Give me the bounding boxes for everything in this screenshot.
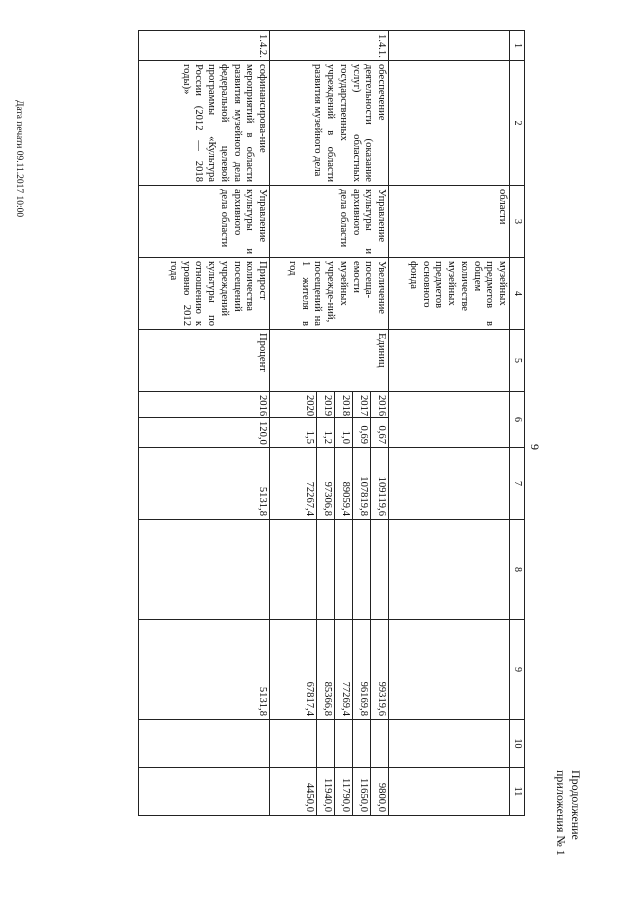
total-funding: 97306,8 bbox=[317, 448, 335, 520]
header-col-10: 10 bbox=[510, 720, 525, 768]
program-table bbox=[138, 30, 525, 816]
year: 2016 bbox=[371, 392, 389, 418]
indicator-value: 1,2 bbox=[317, 418, 335, 448]
header-col-2: 2 bbox=[510, 61, 525, 186]
total-funding: 5131,8 bbox=[139, 448, 270, 520]
unit: Процент bbox=[139, 330, 270, 392]
carry-executor: области bbox=[389, 186, 510, 258]
header-col-8: 8 bbox=[510, 520, 525, 620]
header-col-7: 7 bbox=[510, 448, 525, 520]
regional-budget: 85366,8 bbox=[317, 620, 335, 720]
regional-budget: 5131,8 bbox=[139, 620, 270, 720]
indicator-value: 1,5 bbox=[270, 418, 317, 448]
year: 2020 bbox=[270, 392, 317, 418]
header-col-5: 5 bbox=[510, 330, 525, 392]
unit: Единиц bbox=[270, 330, 389, 392]
table-row bbox=[139, 31, 270, 816]
regional-budget: 67817,4 bbox=[270, 620, 317, 720]
measure-name: обеспечение деятельности (оказание услуг) областных государственных учреждений в области развития музейного дела bbox=[270, 61, 389, 186]
indicator-value: 0,67 bbox=[371, 418, 389, 448]
indicator: Увеличение посеща-емости музейных учрежде-ний, посещений на 1 жителя в год bbox=[270, 258, 389, 330]
indicator-value: 120,0 bbox=[139, 418, 270, 448]
executor: Управление культуры и архивного дела области bbox=[139, 186, 270, 258]
year: 2017 bbox=[353, 392, 371, 418]
total-funding: 109119,6 bbox=[371, 448, 389, 520]
year: 2018 bbox=[335, 392, 353, 418]
year: 2016 bbox=[139, 392, 270, 418]
regional-budget: 77269,4 bbox=[335, 620, 353, 720]
continuation-caption: Продолжение приложения № 1 bbox=[554, 770, 583, 856]
carry-over-row bbox=[389, 31, 510, 816]
total-funding: 72267,4 bbox=[270, 448, 317, 520]
header-col-9: 9 bbox=[510, 620, 525, 720]
indicator-value: 0,69 bbox=[353, 418, 371, 448]
year: 2019 bbox=[317, 392, 335, 418]
measure-name: софинансирова-ние мероприятий в области развития музейного дела федеральной целевой программы «Культура России (2012 — 2018 годы)» bbox=[139, 61, 270, 186]
header-col-6: 6 bbox=[510, 392, 525, 448]
carry-indicator: музейных предметов в общем количестве музейных предметов основного фонда bbox=[389, 258, 510, 330]
other-sources: 9800,0 bbox=[371, 768, 389, 816]
indicator-value: 1,0 bbox=[335, 418, 353, 448]
header-col-1: 1 bbox=[510, 31, 525, 61]
regional-budget: 96169,8 bbox=[353, 620, 371, 720]
total-funding: 107819,8 bbox=[353, 448, 371, 520]
page-number: 9 bbox=[528, 444, 542, 450]
indicator: Прирост количества посещений учреждений культуры по отношению к уровню 2012 года bbox=[139, 258, 270, 330]
header-col-4: 4 bbox=[510, 258, 525, 330]
table-row bbox=[371, 31, 389, 816]
other-sources: 11940,0 bbox=[317, 768, 335, 816]
regional-budget: 99319,6 bbox=[371, 620, 389, 720]
print-date: Дата печати 09.11.2017 10:00 bbox=[14, 100, 24, 218]
header-col-11: 11 bbox=[510, 768, 525, 816]
header-col-3: 3 bbox=[510, 186, 525, 258]
other-sources: 4450,0 bbox=[270, 768, 317, 816]
executor: Управление культуры и архивного дела области bbox=[270, 186, 389, 258]
header-number-row bbox=[510, 31, 525, 816]
other-sources: 11650,0 bbox=[353, 768, 371, 816]
row-number: 1.4.1. bbox=[270, 31, 389, 61]
total-funding: 89059,4 bbox=[335, 448, 353, 520]
other-sources: 11790,0 bbox=[335, 768, 353, 816]
row-number: 1.4.2. bbox=[139, 31, 270, 61]
